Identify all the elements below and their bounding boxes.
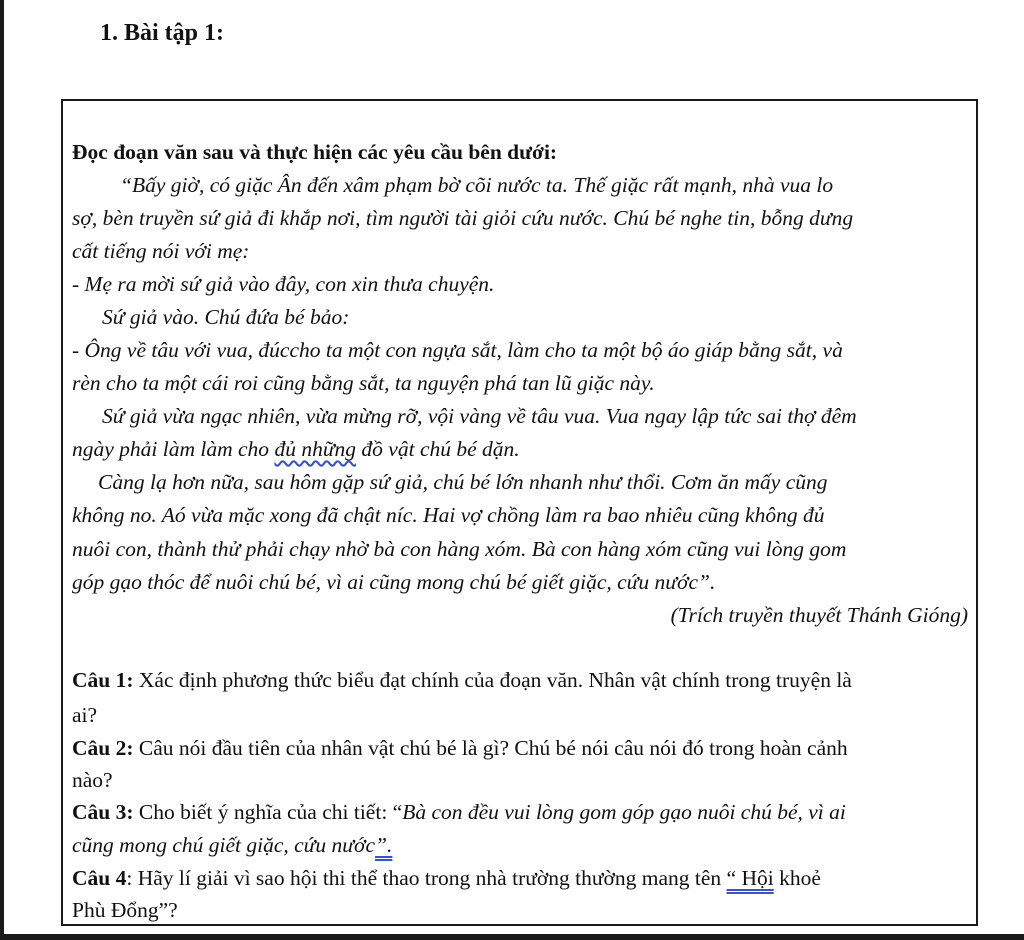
passage-line-13: góp gạo thóc để nuôi chú bé, vì ai cũng mong chú bé giết giặc, cứu nước”.: [72, 570, 716, 594]
passage-line-4: - Mẹ ra mời sứ giả vào đây, con xin thưa chuyện.: [72, 272, 495, 296]
question-2: [72, 736, 848, 760]
bottom-edge-strip: [0, 934, 1024, 940]
passage-source: (Trích truyền thuyết Thánh Gióng): [670, 603, 968, 627]
question-1-text: Xác định phương thức biểu đạt chính của đoạn văn. Nhân vật chính trong truyện là: [133, 668, 852, 692]
question-4-label: Câu 4: [72, 866, 127, 890]
passage-line-5: Sứ giả vào. Chú đứa bé bảo:: [102, 305, 350, 329]
question-3-quote: Bà con đều vui lòng gom góp gạo nuôi chú bé, vì ai: [402, 800, 846, 824]
passage-line-7: rèn cho ta một cái roi cũng bằng sắt, ta nguyện phá tan lũ giặc này.: [72, 371, 655, 395]
question-2-continued: nào?: [72, 768, 113, 792]
question-3-label: Câu 3:: [72, 800, 134, 824]
question-4-underlined-name: “ Hội: [726, 866, 774, 890]
question-3-quote-end: cũng mong chú giết giặc, cứu nước: [72, 833, 376, 857]
exercise-heading: 1. Bài tập 1:: [100, 20, 225, 46]
question-3: [72, 800, 846, 824]
passage-line-2: sợ, bèn truyền sứ giả đi khắp nơi, tìm người tài giỏi cứu nước. Chú bé nghe tin, bỗng dưng: [72, 206, 854, 230]
question-4-continued: Phù Đổng”?: [72, 898, 178, 922]
question-4: [72, 866, 821, 890]
question-2-text: Câu nói đầu tiên của nhân vật chú bé là gì? Chú bé nói câu nói đó trong hoàn cảnh: [133, 736, 848, 760]
question-1-label: Câu 1:: [72, 668, 134, 692]
left-edge-strip: [0, 0, 4, 940]
question-2-label: Câu 2:: [72, 736, 134, 760]
passage-underlined-words: đủ những: [274, 437, 357, 461]
question-1: [72, 668, 852, 692]
question-3-continued: [72, 833, 392, 857]
passage-line-6: - Ông về tâu với vua, đúccho ta một con ngựa sắt, làm cho ta một bộ áo giáp bằng sắt, và: [72, 338, 843, 362]
instruction-line: Đọc đoạn văn sau và thực hiện các yêu cầu bên dưới:: [72, 140, 558, 164]
question-3-text: Cho biết ý nghĩa của chi tiết: “: [133, 800, 403, 824]
question-4-text: : Hãy lí giải vì sao hội thi thể thao trong nhà trường thường mang tên: [126, 866, 727, 890]
question-1-continued: ai?: [72, 703, 98, 727]
passage-line-9-start: ngày phải làm làm cho: [72, 437, 275, 461]
question-3-closing-mark: ”.: [375, 833, 393, 857]
passage-line-12: nuôi con, thành thử phải chạy nhờ bà con hàng xóm. Bà con hàng xóm cũng vui lòng gom: [72, 537, 847, 561]
question-4-text-end: khoẻ: [773, 866, 821, 890]
passage-line-9-end: đồ vật chú bé dặn.: [356, 437, 520, 461]
passage-line-11: không no. Aó vừa mặc xong đã chật níc. Hai vợ chồng làm ra bao nhiêu cũng không đủ: [72, 503, 825, 527]
passage-line-8: Sứ giả vừa ngạc nhiên, vừa mừng rỡ, vội vàng về tâu vua. Vua ngay lập tức sai thợ đêm: [102, 404, 857, 428]
passage-line-3: cất tiếng nói với mẹ:: [72, 239, 250, 263]
passage-line-10: Càng lạ hơn nữa, sau hôm gặp sứ giả, chú bé lớn nhanh như thổi. Cơm ăn mấy cũng: [98, 470, 828, 494]
passage-line-9: [72, 437, 520, 461]
passage-line-1: “Bấy giờ, có giặc Ân đến xâm phạm bờ cõi nước ta. Thế giặc rất mạnh, nhà vua lo: [120, 173, 834, 197]
